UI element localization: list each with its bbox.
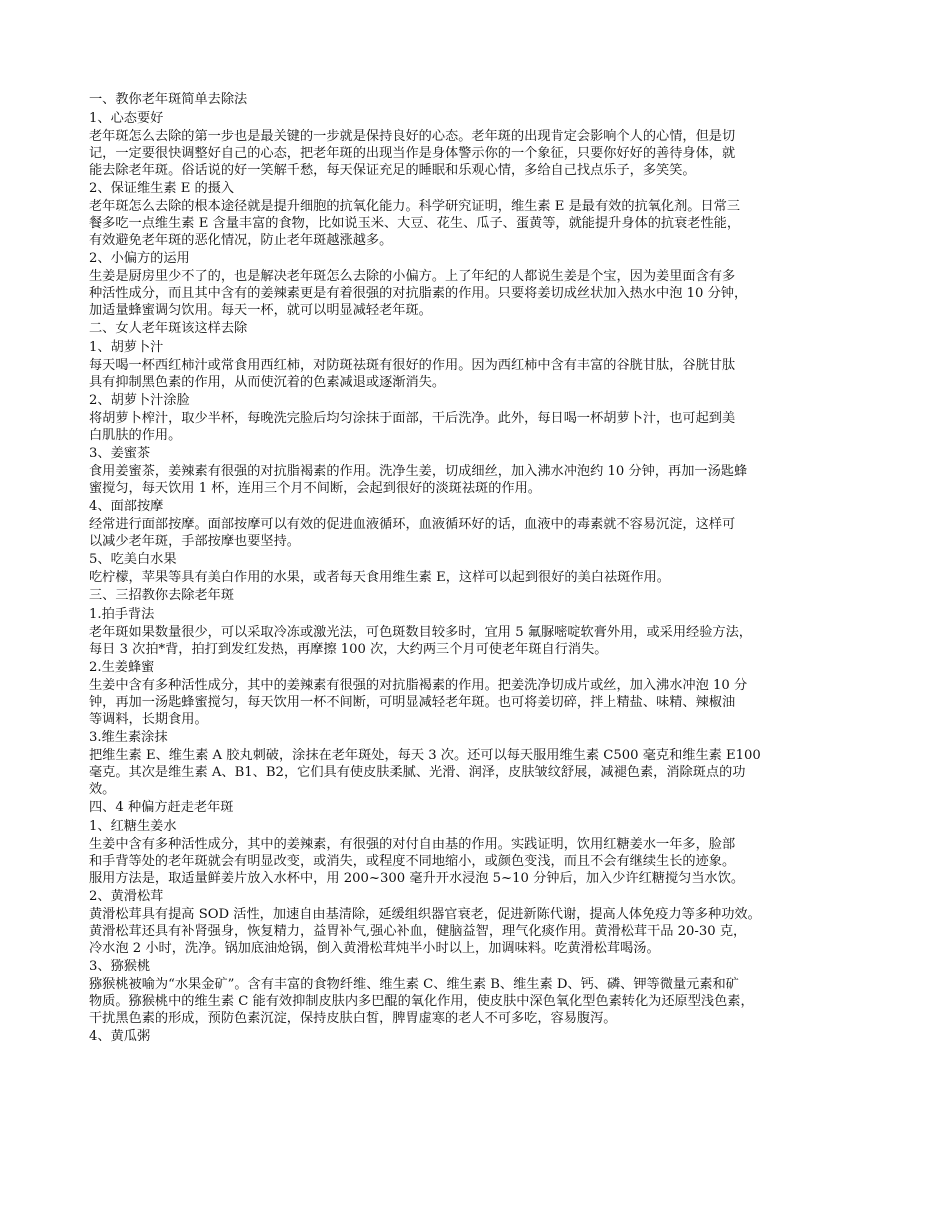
text-line: 记，一定要很快调整好自己的心态，把老年斑的出现当作是身体警示你的一个象征，只要你好好的善待身体，就 bbox=[89, 146, 736, 161]
text-line: 效。 bbox=[89, 782, 116, 797]
paragraph bbox=[89, 569, 869, 586]
section-heading bbox=[89, 319, 869, 338]
text-line: 3.维生素涂抹 bbox=[89, 730, 168, 745]
text-line: 服用方法是，取适量鲜姜片放入水杯中，用 200~300 毫升开水浸泡 5~10 分钟后，加入少许红糖搅匀当水饮。 bbox=[89, 871, 745, 886]
text-line: 每日 3 次拍*背，拍打到发红发热，再摩擦 100 次，大约两三个月可使老年斑自行消失。 bbox=[89, 642, 608, 657]
text-line: 加适量蜂蜜调匀饮用。每天一杯，就可以明显减轻老年斑。 bbox=[89, 303, 432, 318]
text-line: 猕猴桃被喻为“水果金矿”。含有丰富的食物纤维、维生素 C、维生素 B、维生素 D、钙、磷、钾等微量元素和矿 bbox=[89, 977, 739, 992]
section-heading bbox=[89, 179, 869, 198]
section-heading bbox=[89, 90, 869, 109]
text-line: 2、黄滑松茸 bbox=[89, 889, 164, 904]
section-heading bbox=[89, 550, 869, 569]
text-line: 1、红糖生姜水 bbox=[89, 819, 177, 834]
section-heading bbox=[89, 605, 869, 624]
section-heading bbox=[89, 444, 869, 463]
text-line: 黄滑松茸具有提高 SOD 活性，加速自由基清除，延缓组织器官衰老，促进新陈代谢，提高人体免疫力等多种功效。 bbox=[89, 907, 761, 922]
text-line: 经常进行面部按摩。面部按摩可以有效的促进血液循环，血液循环好的话，血液中的毒素就不容易沉淀，这样可 bbox=[89, 517, 736, 532]
text-line: 钟，再加一汤匙蜂蜜搅匀，每天饮用一杯不间断，可明显减轻老年斑。也可将姜切碎，拌上精盐、味精、辣椒油 bbox=[89, 695, 736, 710]
text-line: 一、教你老年斑简单去除法 bbox=[89, 92, 248, 107]
section-heading bbox=[89, 586, 869, 605]
document-body bbox=[89, 90, 869, 1046]
text-line: 具有抑制黑色素的作用，从而使沉着的色素减退或逐渐消失。 bbox=[89, 375, 446, 390]
text-line: 把维生素 E、维生素 A 胶丸刺破，涂抹在老年斑处，每天 3 次。还可以每天服用维生素 C500 毫克和维生素 E100 bbox=[89, 748, 761, 763]
text-line: 老年斑怎么去除的根本途径就是提升细胞的抗氧化能力。科学研究证明，维生素 E 是最有效的抗氧化剂。日常三 bbox=[89, 199, 741, 214]
text-line: 老年斑如果数量很少，可以采取冷冻或激光法，可色斑数目较多时，宜用 5 氟脲嘧啶软膏外用，或采用经验方法， bbox=[89, 625, 752, 640]
section-heading bbox=[89, 109, 869, 128]
section-heading bbox=[89, 249, 869, 268]
text-line: 白肌肤的作用。 bbox=[89, 428, 182, 443]
text-line: 1.拍手背法 bbox=[89, 607, 155, 622]
section-heading bbox=[89, 817, 869, 836]
paragraph bbox=[89, 906, 869, 957]
paragraph bbox=[89, 976, 869, 1027]
section-heading bbox=[89, 957, 869, 976]
text-line: 餐多吃一点维生素 E 含量丰富的食物，比如说玉米、大豆、花生、瓜子、蛋黄等，就能提升身体的抗衰老性能， bbox=[89, 216, 741, 231]
text-line: 生姜中含有多种活性成分，其中的姜辣素，有很强的对付自由基的作用。实践证明，饮用红糖姜水一年多，脸部 bbox=[89, 837, 736, 852]
text-line: 四、4 种偏方赶走老年斑 bbox=[89, 800, 234, 815]
paragraph bbox=[89, 677, 869, 728]
text-line: 1、胡萝卜汁 bbox=[89, 340, 164, 355]
text-line: 生姜是厨房里少不了的，也是解决老年斑怎么去除的小偏方。上了年纪的人都说生姜是个宝，因为姜里面含有多 bbox=[89, 269, 736, 284]
text-line: 吃柠檬，苹果等具有美白作用的水果，或者每天食用维生素 E，这样可以起到很好的美白祛斑作用。 bbox=[89, 570, 670, 585]
paragraph bbox=[89, 747, 869, 798]
paragraph bbox=[89, 357, 869, 391]
text-line: 3、猕猴桃 bbox=[89, 959, 151, 974]
section-heading bbox=[89, 798, 869, 817]
text-line: 每天喝一杯西红柿汁或常食用西红柿，对防斑祛斑有很好的作用。因为西红柿中含有丰富的谷胱甘肽，谷胱甘肽 bbox=[89, 358, 736, 373]
text-line: 2、小偏方的运用 bbox=[89, 251, 190, 266]
section-heading bbox=[89, 497, 869, 516]
text-line: 和手背等处的老年斑就会有明显改变，或消失，或程度不同地缩小，或颜色变浅，而且不会有继续生长的迹象。 bbox=[89, 854, 736, 869]
text-line: 种活性成分，而且其中含有的姜辣素更是有着很强的对抗脂素的作用。只要将姜切成丝状加入热水中泡 10 分钟， bbox=[89, 286, 748, 301]
section-heading bbox=[89, 658, 869, 677]
text-line: 2、胡萝卜汁涂脸 bbox=[89, 393, 190, 408]
paragraph bbox=[89, 463, 869, 497]
paragraph bbox=[89, 836, 869, 887]
text-line: 以减少老年斑，手部按摩也要坚持。 bbox=[89, 534, 300, 549]
text-line: 三、三招教你去除老年斑 bbox=[89, 588, 235, 603]
text-line: 3、姜蜜茶 bbox=[89, 446, 151, 461]
text-line: 4、面部按摩 bbox=[89, 499, 164, 514]
paragraph bbox=[89, 410, 869, 444]
paragraph bbox=[89, 268, 869, 319]
section-heading bbox=[89, 728, 869, 747]
text-line: 物质。猕猴桃中的维生素 C 能有效抑制皮肤内多巴醌的氧化作用，使皮肤中深色氧化型色素转化为还原型浅色素， bbox=[89, 994, 754, 1009]
text-line: 有效避免老年斑的恶化情况，防止老年斑越涨越多。 bbox=[89, 233, 393, 248]
text-line: 1、心态要好 bbox=[89, 111, 164, 126]
paragraph bbox=[89, 624, 869, 658]
text-line: 黄滑松茸还具有补肾强身，恢复精力，益胃补气,强心补血，健脑益智，理气化痰作用。黄滑松茸干品 20-30 克， bbox=[89, 924, 747, 939]
section-heading bbox=[89, 1027, 869, 1046]
text-line: 5、吃美白水果 bbox=[89, 552, 177, 567]
text-line: 将胡萝卜榨汁，取少半杯，每晚洗完脸后均匀涂抹于面部，干后洗净。此外，每日喝一杯胡萝卜汁，也可起到美 bbox=[89, 411, 736, 426]
text-line: 干扰黑色素的形成，预防色素沉淀，保持皮肤白皙，脾胃虚寒的老人不可多吃，容易腹泻。 bbox=[89, 1011, 617, 1026]
text-line: 二、女人老年斑该这样去除 bbox=[89, 321, 248, 336]
text-line: 蜜搅匀，每天饮用 1 杯，连用三个月不间断，会起到很好的淡斑祛斑的作用。 bbox=[89, 481, 541, 496]
text-line: 毫克。其次是维生素 A、B1、B2，它们具有使皮肤柔腻、光滑、润泽，皮肤皱纹舒展，减褪色素，消除斑点的功 bbox=[89, 765, 746, 780]
section-heading bbox=[89, 338, 869, 357]
paragraph bbox=[89, 198, 869, 249]
text-line: 2.生姜蜂蜜 bbox=[89, 660, 155, 675]
text-line: 食用姜蜜茶，姜辣素有很强的对抗脂褐素的作用。洗净生姜，切成细丝，加入沸水冲泡约 10 分钟，再加一汤匙蜂 bbox=[89, 464, 748, 479]
text-line: 冷水泡 2 小时，洗净。锅加底油炝锅，倒入黄滑松茸炖半小时以上，加调味料。吃黄滑松茸喝汤。 bbox=[89, 941, 660, 956]
text-line: 老年斑怎么去除的第一步也是最关键的一步就是保持良好的心态。老年斑的出现肯定会影响个人的心情，但是切 bbox=[89, 129, 736, 144]
text-line: 能去除老年斑。俗话说的好一笑解千愁，每天保证充足的睡眠和乐观心情，多给自己找点乐子，多笑笑。 bbox=[89, 163, 696, 178]
section-heading bbox=[89, 887, 869, 906]
paragraph bbox=[89, 128, 869, 179]
text-line: 4、黄瓜粥 bbox=[89, 1029, 151, 1044]
text-line: 等调料，长期食用。 bbox=[89, 712, 208, 727]
text-line: 生姜中含有多种活性成分，其中的姜辣素有很强的对抗脂褐素的作用。把姜洗净切成片或丝，加入沸水冲泡 10 分 bbox=[89, 678, 748, 693]
text-line: 2、保证维生素 E 的摄入 bbox=[89, 181, 235, 196]
section-heading bbox=[89, 391, 869, 410]
paragraph bbox=[89, 516, 869, 550]
